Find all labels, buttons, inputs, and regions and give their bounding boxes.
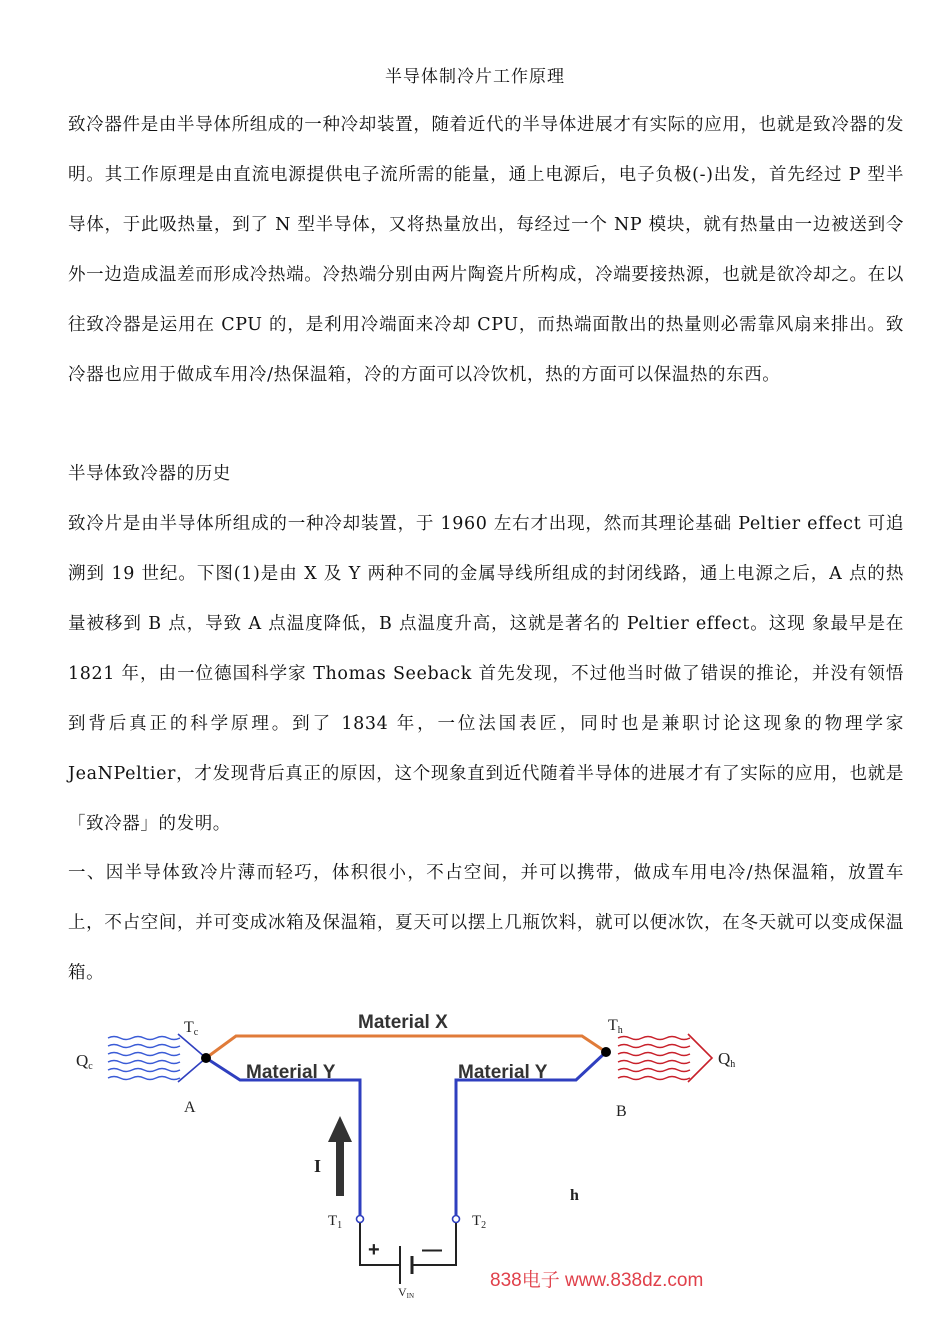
material-y-right-label: Material Y [458,1062,548,1083]
t1-label: $T_1$ [328,1213,343,1231]
paragraph-applications: 一、因半导体致冷片薄而轻巧，体积很小，不占空间，并可以携带，做成车用电冷/热保温箱，放置车上，不占空间，并可变成冰箱及保温箱，夏天可以摆上几瓶饮料，就可以便冰饮，在冬天就可以变成保温箱。 [68,863,904,983]
point-b-label: B [616,1103,627,1120]
material-y-left-label: Material Y [246,1062,336,1083]
material-x-label: Material X [358,1012,448,1033]
section-heading-history: 半导体致冷器的历史 [68,464,231,484]
t2-label: $T_2$ [472,1213,487,1231]
vin-label: VIN [398,1285,415,1300]
hot-heat-waves [618,1037,690,1080]
battery-plus-label: + [368,1239,380,1261]
tc-label: Tc [184,1019,199,1038]
cold-heat-waves [108,1037,180,1080]
h-label: h [570,1187,579,1204]
material-x-wire [206,1036,606,1058]
terminal-t2 [453,1216,460,1223]
paragraph-history: 致冷片是由半导体所组成的一种冷却装置，于 1960 左右才出现，然而其理论基础 Peltier effect 可追溯到 19 世纪。下图(1)是由 X 及 Y 两种不同的金属导线所组成的封闭线路，通上电源之后，A 点的热量被移到 B 点，导致 A 点温度降低，B 点温度升高，这就是著名的 Peltier effect。这现 象最早是在 1821 年，由一位德国科学家 Thomas Seeback 首先发现，不过他当时做了错误的推论，并没有领悟到背后真正的科学原理。到了 1834 年，一位法国表匠，同时也是兼职讨论这现象的物理学家 JeaNPeltier，才发现背后真正的原因，这个现象直到近代随着半导体的进展才有了实际的应用，也就是「致冷器」的发明。 [68,514,904,834]
qc-label: Qc [76,1051,93,1072]
qh-label: Qh [718,1049,736,1070]
peltier-diagram [70,1000,770,1300]
junction-b [601,1047,611,1057]
point-a-label: A [184,1099,196,1116]
th-label: Th [608,1017,623,1036]
terminal-t1 [357,1216,364,1223]
battery-minus-label: — [422,1239,442,1261]
junction-a [201,1053,211,1063]
page-title: 半导体制冷片工作原理 [385,67,565,87]
paragraph-principle: 致冷器件是由半导体所组成的一种冷却装置，随着近代的半导体进展才有实际的应用，也就是致冷器的发明。其工作原理是由直流电源提供电子流所需的能量，通上电源后，电子负极(-)出发，首先经过 P 型半导体，于此吸热量，到了 N 型半导体，又将热量放出，每经过一个 NP 模块，就有热量由一边被送到令外一边造成温差而形成冷热端。冷热端分别由两片陶瓷片所构成，冷端要接热源，也就是欲冷却之。在以往致冷器是运用在 CPU 的，是利用冷端面来冷却 CPU，而热端面散出的热量则必需靠风扇来排出。致冷器也应用于做成车用冷/热保温箱，冷的方面可以冷饮机，热的方面可以保温热的东西。 [68,115,904,385]
watermark-text: 838电子 www.838dz.com [490,1270,704,1291]
current-label: I [314,1156,322,1176]
current-arrow [328,1116,352,1196]
hot-side-arrow [688,1034,712,1082]
peltier-effect-figure [70,1000,770,1304]
